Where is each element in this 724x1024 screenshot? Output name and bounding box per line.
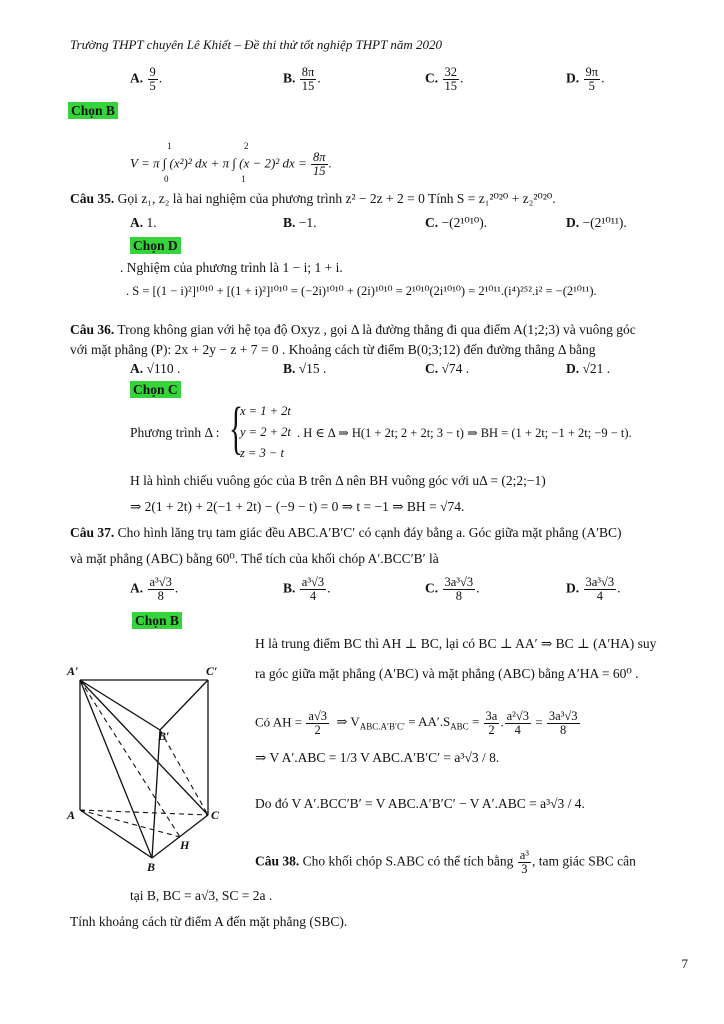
- q36-sys-y: y = 2 + 2t: [240, 425, 291, 439]
- edge-b1-c1: [160, 680, 208, 730]
- q35-solution-line1: . Nghiệm của phương trình là 1 − i; 1 + i.: [120, 260, 343, 275]
- edge-a-c: [80, 810, 208, 815]
- q36-option-a: A. √110 .: [130, 361, 181, 376]
- q37-option-a: A. $\frac{\text{a³√3}}{8}$ .: [130, 575, 179, 603]
- q34-option-d: D. $\frac{9\pi}{5}$ .: [566, 65, 605, 93]
- q36-answer-badge: Chọn C: [130, 381, 181, 398]
- q37-option-c: C. $\frac{\text{3a³√3}}{8}$ .: [425, 575, 480, 603]
- q37-answer-badge: Chọn B: [132, 612, 182, 629]
- q37-option-d: D. $\frac{\text{3a³√3}}{4}$ .: [566, 575, 621, 603]
- q36-option-d: D. √21 .: [566, 361, 611, 376]
- q36-stem-line1: Câu 36. Trong không gian với hệ tọa độ Oxyz , gọi Δ là đường thẳng đi qua điểm A(1;2;3) và vuông góc: [70, 322, 636, 337]
- q35-option-a: A. 1.: [130, 215, 157, 230]
- prism-figure: [60, 660, 240, 870]
- label-c1: C′: [206, 664, 218, 678]
- page-header: Trường THPT chuyên Lê Khiết – Đề thi thử tốt nghiệp THPT năm 2020: [70, 37, 443, 52]
- q34-option-a: A. $\frac{9}{5}$ .: [130, 65, 163, 93]
- label-b1: B′: [158, 729, 170, 743]
- q37-sol-line5: Do đó V A′.BCC′B′ = V ABC.A′B′C′ − V A′.ABC = a³√3 / 4.: [255, 796, 585, 811]
- page-number: 7: [681, 956, 688, 971]
- system-brace: {: [229, 395, 243, 460]
- q35-option-d: D. −(2¹⁰¹¹).: [566, 215, 627, 230]
- q37-sol-line3: Có AH = $\frac{a√3}{2}$ ⇒ $V_{ABC.A'B'C'} = AA'.S_{ABC}$ = $\frac{3a}{2}$ . $\frac{\text{a²√3}}{4}$ = $\frac{\text{3a³√3}}{8}$: [255, 709, 578, 737]
- q36-option-c: C. √74 .: [425, 361, 470, 376]
- q34-option-b: B. $\frac{8\pi}{15}$ .: [283, 65, 321, 93]
- q37-sol-line2: ra góc giữa mặt phẳng (A′BC) và mặt phẳng (ABC) bằng A′HA = 60⁰ .: [255, 666, 639, 681]
- q36-sys-z: z = 3 − t: [240, 446, 284, 460]
- q34-int2-upper: 2: [244, 141, 249, 151]
- q36-line-result: ⇒ 2(1 + 2t) + 2(−1 + 2t) − (−9 − t) = 0 ⇒ t = −1 ⇒ BH = √74.: [130, 499, 465, 514]
- segment-a-h: [80, 810, 180, 837]
- q38-stem-line1: Câu 38. Cho khối chóp S.ABC có thể tích bằng $\frac{\text{a³}}{3}$ , tam giác SBC cân: [255, 848, 636, 876]
- q37-option-b: B. $\frac{\text{a³√3}}{4}$ .: [283, 575, 331, 603]
- q38-stem-line3: Tính khoảng cách từ điểm A đến mặt phẳng (SBC).: [70, 914, 348, 929]
- q34-formula: V = π ∫ (x²)² dx + π ∫ (x − 2)² dx = $\frac{8\pi}{15}$ .: [130, 150, 332, 178]
- q36-stem-line2: với mặt phẳng (P): 2x + 2y − z + 7 = 0 . Khoảng cách từ điểm B(0;3;12) đến đường thẳng Δ bằng: [70, 342, 596, 357]
- q35-stem: Câu 35. Gọi z₁, z₂ là hai nghiệm của phương trình z² − 2z + 2 = 0 Tính S = z₁²⁰²⁰ + z₂²⁰²⁰.: [70, 191, 556, 206]
- label-a1: A′: [67, 664, 79, 678]
- q35-answer-badge: Chọn D: [130, 237, 181, 254]
- q35-solution-line2: . S = [(1 − i)²]¹⁰¹⁰ + [(1 + i)²]¹⁰¹⁰ = (−2i)¹⁰¹⁰ + (2i)¹⁰¹⁰ = 2¹⁰¹⁰(2i¹⁰¹⁰) = 2¹⁰¹¹.(i⁴)²⁵².i² = −(2¹⁰¹¹).: [126, 284, 597, 298]
- edge-a1-b: [80, 680, 152, 858]
- label-c: C: [211, 808, 220, 822]
- q37-stem-line1: Câu 37. Cho hình lăng trụ tam giác đều ABC.A′B′C′ có cạnh đáy bằng a. Góc giữa mặt phẳng (A′BC): [70, 525, 622, 540]
- q36-sys-x: x = 1 + 2t: [240, 404, 291, 418]
- q34-int1-lower: 0: [164, 174, 169, 184]
- q34-int2-lower: 1: [241, 174, 246, 184]
- label-b: B: [147, 860, 156, 874]
- edge-a-b: [80, 810, 152, 858]
- label-h: H: [180, 838, 190, 852]
- label-a: A: [67, 808, 76, 822]
- q34-option-c: C. $\frac{32}{15}$ .: [425, 65, 464, 93]
- q36-option-b: B. √15 .: [283, 361, 327, 376]
- q37-sol-line1: H là trung điểm BC thì AH ⊥ BC, lại có BC ⊥ AA′ ⇒ BC ⊥ (A′HA) suy: [255, 636, 657, 651]
- q36-line-h: H là hình chiếu vuông góc của B trên Δ nên BH vuông góc với uΔ = (2;2;−1): [130, 473, 546, 488]
- q38-stem-line2: tại B, BC = a√3, SC = 2a .: [130, 888, 273, 903]
- q35-option-c: C. −(2¹⁰¹⁰).: [425, 215, 488, 230]
- q34-int1-upper: 1: [167, 141, 172, 151]
- q37-stem-line2: và mặt phẳng (ABC) bằng 60⁰. Thể tích của khối chóp A′.BCC′B′ là: [70, 551, 439, 566]
- q35-option-b: B. −1.: [283, 215, 317, 230]
- q37-sol-line4: ⇒ V A′.ABC = 1/3 V ABC.A′B′C′ = a³√3 / 8.: [255, 750, 500, 765]
- q36-pt-tail: . H ∈ Δ ⇒ H(1 + 2t; 2 + 2t; 3 − t) ⇒ BH = (1 + 2t; −1 + 2t; −9 − t).: [297, 426, 632, 440]
- q36-pt-label: Phương trình Δ :: [130, 425, 220, 440]
- q34-answer-badge: Chọn B: [68, 102, 118, 119]
